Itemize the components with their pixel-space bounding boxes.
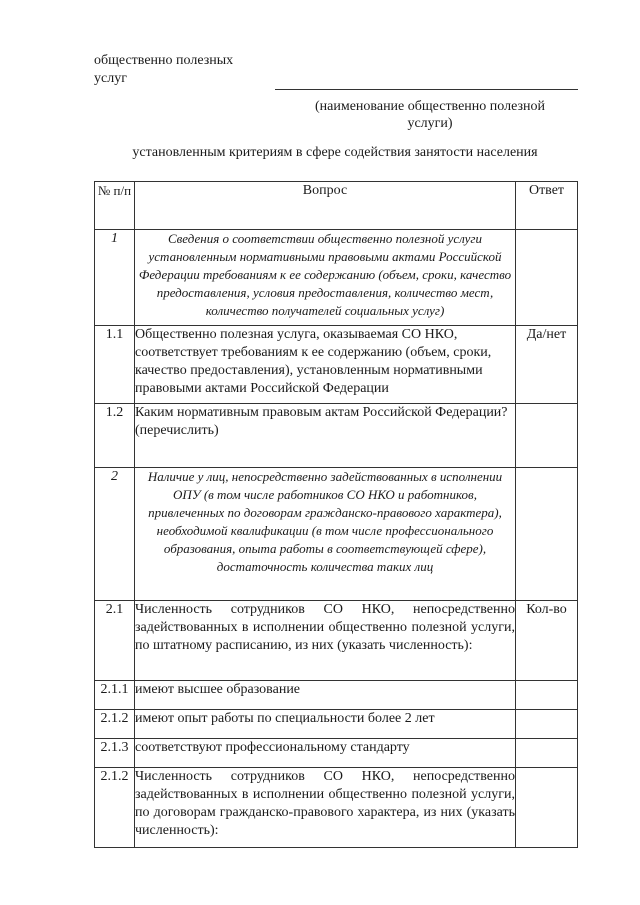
- service-name-caption: (наименование общественно полезной услуги): [315, 99, 545, 131]
- answer-cell: [516, 739, 578, 768]
- table-row: [95, 601, 578, 681]
- table-row: [95, 681, 578, 710]
- criteria-line: установленным критериям в сфере содействия занятости населения: [132, 145, 538, 160]
- table-row: [95, 404, 578, 468]
- column-header-question: Вопрос: [135, 182, 516, 230]
- answer-cell: [516, 468, 578, 601]
- table-row: [95, 768, 578, 848]
- service-type-label: общественно полезных услуг: [94, 53, 234, 86]
- question-text: Численность сотрудников СО НКО, непосредственно задействованных в исполнении общественно полезной услуги, по договорам гражданско-правового характера, из них (указать численность):: [135, 768, 516, 848]
- row-number: 2.1.3: [95, 739, 135, 768]
- row-number: 2.1.2: [95, 768, 135, 848]
- questionnaire-table: [94, 181, 578, 848]
- table-row: [95, 710, 578, 739]
- row-number: 2.1: [95, 601, 135, 681]
- question-text: имеют высшее образование: [135, 681, 516, 710]
- table-header-row: [95, 182, 578, 230]
- answer-cell: [516, 681, 578, 710]
- section-heading: Сведения о соответствии общественно полезной услуги установленным нормативными правовыми актами Российской Федерации требованиям к ее содержанию (объем, сроки, качество предоставления, условия предоставления, количество мест, количество получателей социальных услуг): [135, 230, 516, 326]
- service-name-line: [275, 89, 578, 90]
- row-number: 1.1: [95, 326, 135, 404]
- question-text: Общественно полезная услуга, оказываемая СО НКО, соответствует требованиям к ее содержанию (объем, сроки, качество предоставления), установленным нормативными правовыми актами Российской Федерации: [135, 326, 516, 404]
- row-number: 2.1.2: [95, 710, 135, 739]
- question-text: Каким нормативным правовым актам Российской Федерации? (перечислить): [135, 404, 516, 468]
- table-row: [95, 230, 578, 326]
- row-number: 2.1.1: [95, 681, 135, 710]
- answer-cell: [516, 710, 578, 739]
- question-text: Численность сотрудников СО НКО, непосредственно задействованных в исполнении общественно полезной услуги, по штатному расписанию, из них (указать численность):: [135, 601, 516, 681]
- question-text: имеют опыт работы по специальности более 2 лет: [135, 710, 516, 739]
- table-row: [95, 326, 578, 404]
- row-number: 2: [95, 468, 135, 601]
- answer-cell: [516, 230, 578, 326]
- answer-cell: Кол-во: [516, 601, 578, 681]
- table-row: [95, 468, 578, 601]
- answer-cell: Да/нет: [516, 326, 578, 404]
- section-heading: Наличие у лиц, непосредственно задействованных в исполнении ОПУ (в том числе работников СО НКО и работников, привлеченных по договорам гражданско-правового характера), необходимой квалификации (в том числе профессионального образования, опыта работы в соответствующей сфере), достаточность количества таких лиц: [135, 468, 516, 601]
- row-number: 1: [95, 230, 135, 326]
- table-row: [95, 739, 578, 768]
- answer-cell: [516, 404, 578, 468]
- column-header-answer: Ответ: [516, 182, 578, 230]
- column-header-number: № п/п: [95, 182, 135, 230]
- question-text: соответствуют профессиональному стандарту: [135, 739, 516, 768]
- answer-cell: [516, 768, 578, 848]
- row-number: 1.2: [95, 404, 135, 468]
